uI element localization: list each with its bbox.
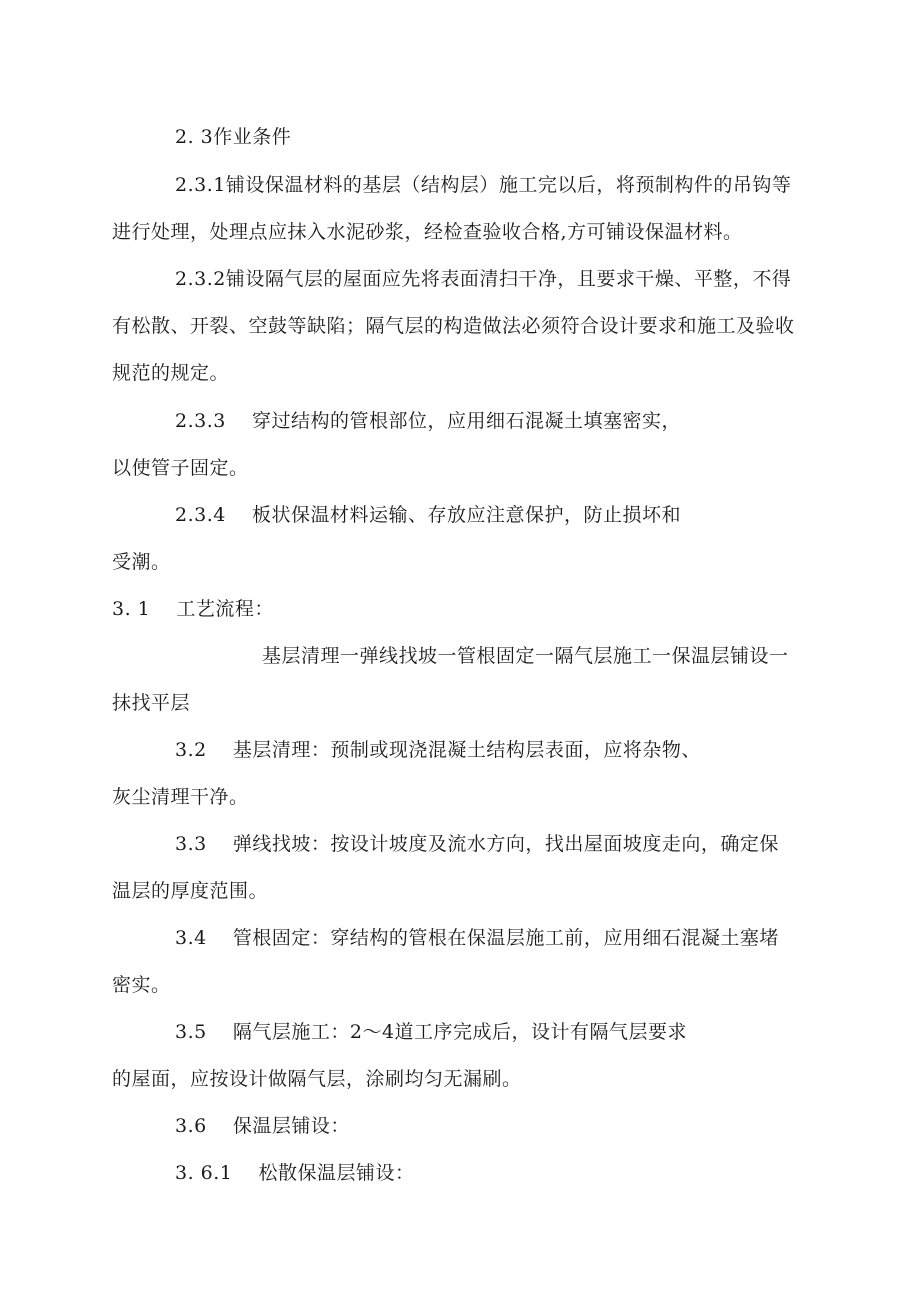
process-flow-line-1: 基层清理一弹线找坡一管根固定一隔气层施工一保温层铺设一 (262, 645, 789, 667)
paragraph-2-3-2-line-3: 规范的规定。 (112, 362, 230, 384)
heading-3-6: 3.6 保温层铺设： (175, 1115, 350, 1137)
paragraph-3-5-line-1: 3.5 隔气层施工：2～4道工序完成后，设计有隔气层要求 (175, 1021, 688, 1043)
heading-3-1: 3. 1 工艺流程： (112, 598, 274, 620)
paragraph-2-3-3-line-2: 以使管子固定。 (112, 457, 249, 479)
heading-3-6-1: 3. 6.1 松散保温层铺设： (175, 1162, 415, 1184)
process-flow-line-2: 抹找平层 (112, 692, 191, 714)
paragraph-3-4-line-2: 密实。 (112, 974, 171, 996)
paragraph-2-3-3-line-1: 2.3.3 穿过结构的管根部位，应用细石混凝土填塞密实， (175, 410, 682, 432)
paragraph-2-3-2-line-1: 2.3.2铺设隔气层的屋面应先将表面清扫干净，且要求干燥、平整，不得 (175, 268, 792, 290)
paragraph-3-2-line-2: 灰尘清理干净。 (112, 786, 249, 808)
paragraph-3-4-line-1: 3.4 管根固定：穿结构的管根在保温层施工前，应用细石混凝土塞堵 (175, 927, 779, 949)
heading-2-3: 2. 3作业条件 (175, 126, 292, 148)
paragraph-3-3-line-1: 3.3 弹线找坡：按设计坡度及流水方向，找出屋面坡度走向，确定保 (175, 833, 779, 855)
paragraph-2-3-4-line-2: 受潮。 (112, 551, 171, 573)
paragraph-2-3-4-line-1: 2.3.4 板状保温材料运输、存放应注意保护，防止损坏和 (175, 504, 682, 526)
paragraph-2-3-1-line-2: 进行处理，处理点应抹入水泥砂浆，经检查验收合格,方可铺设保温材料。 (112, 221, 743, 243)
paragraph-3-3-line-2: 温层的厚度范围。 (112, 880, 269, 902)
paragraph-2-3-2-line-2: 有松散、开裂、空鼓等缺陷；隔气层的构造做法必须符合设计要求和施工及验收 (112, 315, 795, 337)
paragraph-2-3-1-line-1: 2.3.1铺设保温材料的基层（结构层）施工完以后，将预制构件的吊钩等 (175, 174, 792, 196)
paragraph-3-2-line-1: 3.2 基层清理：预制或现浇混凝土结构层表面，应将杂物、 (175, 739, 701, 761)
paragraph-3-5-line-2: 的屋面，应按设计做隔气层，涂刷均匀无漏刷。 (112, 1068, 522, 1090)
